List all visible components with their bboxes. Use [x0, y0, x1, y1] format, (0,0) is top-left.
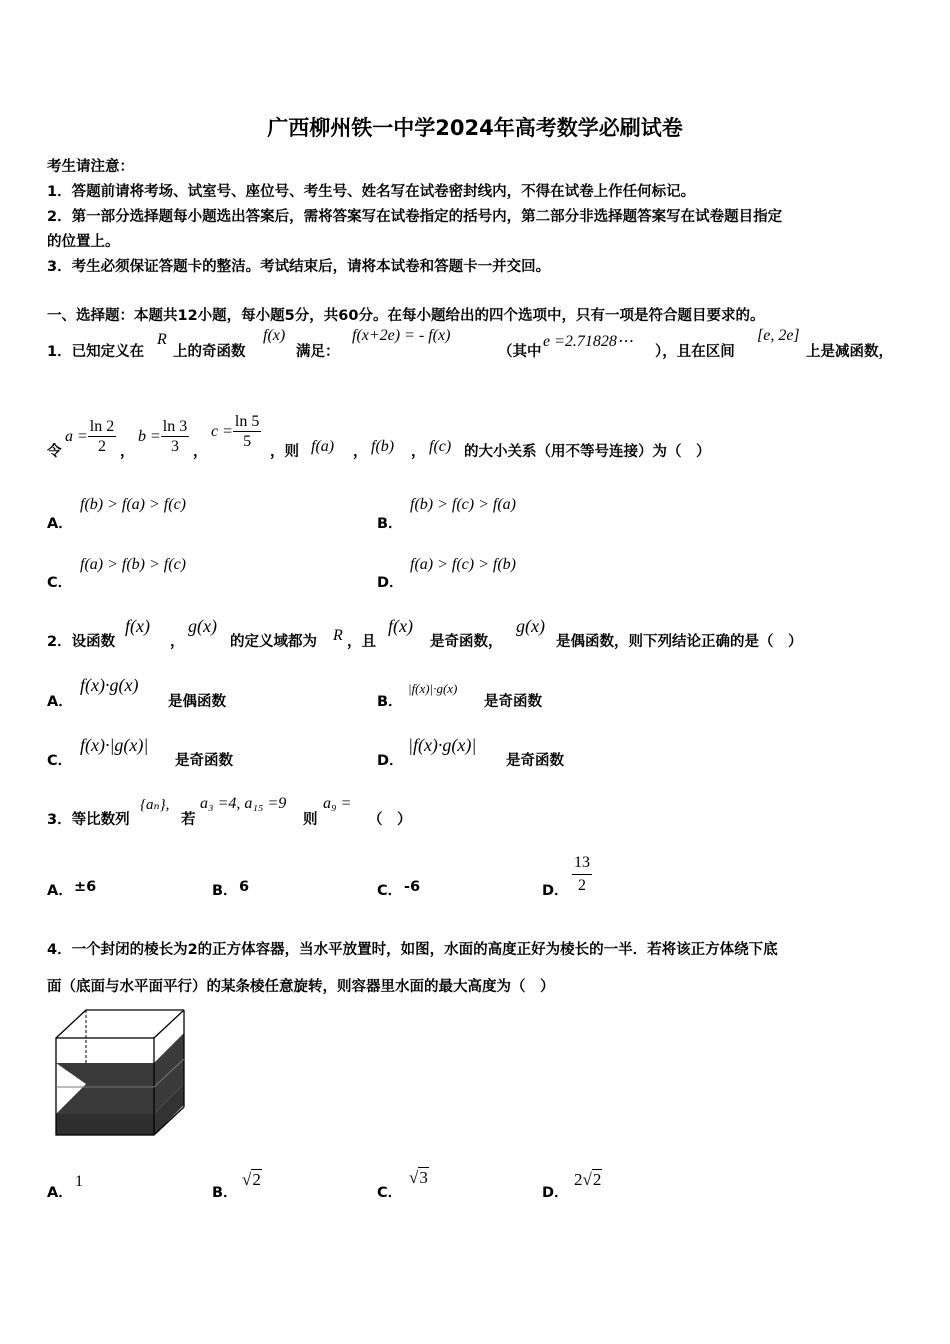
q1-option-c-label[interactable]: C． — [47, 575, 73, 591]
q3-option-a-label[interactable]: A． — [47, 883, 73, 899]
q1-math-fc: f(c) — [429, 438, 452, 455]
q4-option-a-content[interactable]: 1 — [75, 1173, 83, 1190]
q2-option-c-text[interactable]: 是奇函数 — [175, 753, 233, 769]
q2-option-b-label[interactable]: B． — [377, 694, 403, 710]
q1-text-1: 1．已知定义在 — [47, 344, 145, 360]
notice-item-3: 3．考生必须保证答题卡的整洁。考试结束后，请将本试卷和答题卡一并交回。 — [47, 259, 551, 275]
q4-line-2: 面（底面与水平面平行）的某条棱任意旋转，则容器里水面的最大高度为（ ） — [47, 979, 555, 995]
q1-option-c-content[interactable]: f(a) > f(b) > f(c) — [80, 556, 186, 573]
q1-text-3: 满足： — [296, 344, 340, 360]
q3-math-condition: a₃ =4, a₁₅ =9 — [200, 795, 287, 812]
q3-option-d-denominator: 2 — [578, 877, 586, 894]
q1-text-6: 上是减函数， — [806, 344, 893, 360]
q4-option-c-radicand: 3 — [419, 1168, 428, 1187]
q1-a-expression — [65, 417, 116, 456]
q1-option-a-content[interactable]: f(b) > f(a) > f(c) — [80, 496, 186, 513]
water-front — [56, 1114, 154, 1135]
q1-c-lhs: c = — [211, 422, 233, 440]
q1-option-b-label[interactable]: B． — [377, 516, 403, 532]
q1-a-lhs: a = — [65, 427, 88, 445]
q3-option-c-label[interactable]: C． — [377, 883, 403, 899]
q3-option-a-content[interactable]: ±6 — [74, 879, 97, 895]
q4-option-b-radicand: 2 — [252, 1170, 261, 1189]
q1-c-fraction — [233, 412, 261, 451]
q2-option-c-label[interactable]: C． — [47, 753, 73, 769]
q3-option-d-label[interactable]: D． — [542, 883, 569, 899]
q3-text-2: 若 — [181, 812, 196, 828]
notice-item-1: 1．答题前请将考场、试室号、座位号、考生号、姓名写在试卷密封线内，不得在试卷上作任何标记。 — [47, 184, 696, 200]
q1-option-d-label[interactable]: D． — [377, 575, 404, 591]
q4-option-a-label[interactable]: A． — [47, 1185, 73, 1201]
q2-option-c-math[interactable]: f(x)·|g(x)| — [80, 735, 149, 755]
cube-edge-top-right — [154, 1010, 184, 1038]
q3-text-3: 则 — [303, 812, 318, 828]
q1-text-2: 上的奇函数 — [173, 344, 246, 360]
q1-text-9: 的大小关系（用不等号连接）为（ ） — [464, 444, 711, 460]
q2-math-R: R — [333, 627, 343, 644]
q3-option-d-numerator: 13 — [572, 852, 592, 875]
q2-math-fx-2: f(x) — [388, 616, 413, 636]
q1-b-numerator: ln 3 — [162, 418, 188, 435]
q3-option-d-fraction[interactable] — [572, 852, 592, 897]
q2-option-d-text[interactable]: 是奇函数 — [506, 753, 564, 769]
page-title: 广西柳州铁一中学2024年高考数学必刷试卷 — [267, 116, 683, 140]
q1-text-7: 令 — [47, 444, 62, 460]
q1-b-denominator: 3 — [171, 438, 180, 455]
q2-text-2: 的定义域都为 — [230, 634, 317, 650]
q2-math-fx: f(x) — [125, 616, 150, 636]
q2-option-d-math[interactable]: |f(x)·g(x)| — [408, 735, 477, 755]
q4-option-c-label[interactable]: C． — [377, 1185, 403, 1201]
q1-option-b-content[interactable]: f(b) > f(c) > f(a) — [410, 496, 516, 513]
section-1-heading: 一、选择题：本题共12小题，每小题5分，共60分。在每小题给出的四个选项中，只有一项是符合题目要求的。 — [47, 308, 765, 324]
q1-math-fb: f(b) — [371, 438, 395, 455]
q1-b-fraction — [161, 417, 189, 456]
q2-text-5: 是偶函数，则下列结论正确的是（ ） — [556, 634, 803, 650]
q4-option-c-sqrt[interactable]: √3 — [409, 1168, 428, 1187]
q1-math-e: e =2.71828⋯ — [543, 333, 633, 350]
q1-sep-4: ， — [411, 444, 426, 460]
q1-text-8: ，则 — [270, 444, 299, 460]
q1-b-expression — [138, 417, 189, 456]
cube-edge-top-left — [56, 1010, 86, 1038]
notice-item-2-line-1: 2．第一部分选择题每小题选出答案后，需将答案写在试卷指定的括号内，第二部分非选择题答案写在试卷题目指定 — [47, 209, 783, 225]
q1-option-d-content[interactable]: f(a) > f(c) > f(b) — [410, 556, 516, 573]
water-body — [56, 1033, 184, 1114]
q1-a-numerator: ln 2 — [89, 418, 115, 435]
q1-option-a-label[interactable]: A． — [47, 516, 73, 532]
q4-option-b-sqrt[interactable]: √2 — [242, 1170, 261, 1189]
notice-heading: 考生请注意： — [47, 159, 134, 175]
q1-b-lhs: b = — [138, 427, 161, 445]
q1-math-R: R — [157, 331, 167, 348]
notice-item-2-line-2: 的位置上。 — [47, 234, 120, 250]
q1-text-4: （其中 — [498, 344, 542, 360]
q3-math-a9: a₉ = — [323, 795, 352, 812]
q3-option-b-content[interactable]: 6 — [239, 879, 250, 895]
q2-option-a-text[interactable]: 是偶函数 — [168, 694, 226, 710]
q1-math-equation: f(x+2e) = - f(x) — [352, 327, 451, 344]
cube-water-figure — [48, 1005, 188, 1140]
q1-math-interval: [e, 2e] — [757, 327, 800, 344]
q2-option-a-math[interactable]: f(x)·g(x) — [80, 675, 139, 695]
q2-text-4: 是奇函数， — [430, 634, 503, 650]
q1-a-fraction — [88, 417, 116, 456]
q1-a-denominator: 2 — [98, 438, 107, 455]
q2-comma: ， — [170, 634, 185, 650]
q1-text-5: ），且在区间 — [655, 344, 735, 360]
q1-sep-3: ， — [353, 444, 368, 460]
q1-c-expression — [211, 412, 261, 451]
q2-text-3: ，且 — [347, 634, 376, 650]
q2-math-gx: g(x) — [188, 616, 217, 636]
q3-math-sequence: {aₙ}, — [140, 797, 170, 813]
q2-math-gx-2: g(x) — [516, 616, 545, 636]
q3-text-4: （ ） — [368, 812, 412, 828]
q2-option-b-math[interactable]: |f(x)|·g(x) — [408, 681, 458, 696]
q2-option-a-label[interactable]: A． — [47, 694, 73, 710]
q4-option-b-label[interactable]: B． — [212, 1185, 238, 1201]
q3-option-c-content[interactable]: -6 — [404, 879, 421, 895]
q3-text-1: 3．等比数列 — [47, 812, 130, 828]
q1-math-fx: f(x) — [263, 327, 286, 344]
q1-c-numerator: ln 5 — [234, 413, 260, 430]
q4-option-d-sqrt[interactable]: 2√2 — [574, 1170, 602, 1189]
q1-math-fa: f(a) — [311, 438, 335, 455]
q4-option-d-coefficient: 2 — [574, 1170, 583, 1189]
q4-option-d-label[interactable]: D． — [542, 1185, 569, 1201]
q3-option-b-label[interactable]: B． — [212, 883, 238, 899]
q1-sep-1: ， — [120, 444, 135, 460]
q4-option-d-radicand: 2 — [592, 1170, 602, 1189]
q1-sep-2: ， — [193, 444, 208, 460]
q2-option-b-text[interactable]: 是奇函数 — [484, 694, 542, 710]
q2-text-1: 2．设函数 — [47, 634, 116, 650]
q4-line-1: 4．一个封闭的棱长为2的正方体容器，当水平放置时，如图，水面的高度正好为棱长的一半．若将该正方体绕下底 — [47, 942, 778, 958]
q1-c-denominator: 5 — [243, 433, 252, 450]
q2-option-d-label[interactable]: D． — [377, 753, 404, 769]
